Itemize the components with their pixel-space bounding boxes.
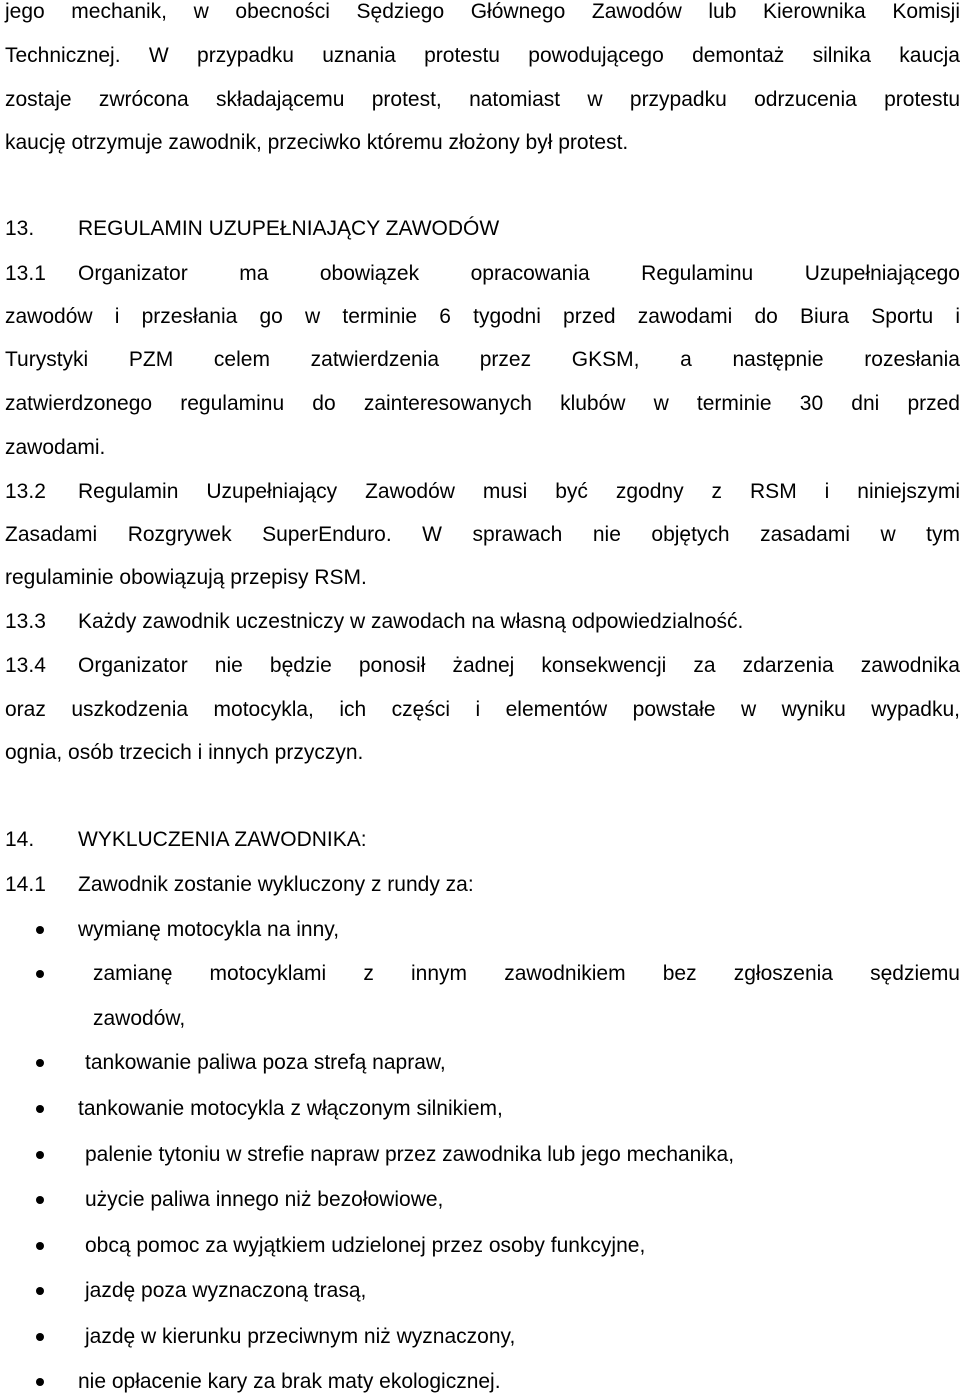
bullet-dot [36,1378,44,1386]
para-13-3-number: 13.3 [5,610,46,633]
bullet-dot [36,926,44,934]
bullet-dot [36,1105,44,1113]
para-13-1-line-5: zawodami. [5,436,106,459]
bullet-item-3: tankowanie paliwa poza strefą napraw, [85,1051,446,1074]
bullet-item-10: nie opłacenie kary za brak maty ekologicznej. [78,1370,501,1393]
intro-line-3: zostaje zwrócona składającemu protest, natomiast w przypadku odrzucenia protestu [5,88,960,111]
intro-line-1: jego mechanik, w obecności Sędziego Głównego Zawodów lub Kierownika Komisji [5,0,960,23]
bullet-item-8: jazdę poza wyznaczoną trasą, [85,1279,367,1302]
bullet-item-2: zamianę motocyklami z innym zawodnikiem bez zgłoszenia sędziemu [93,962,960,985]
bullet-item-9: jazdę w kierunku przeciwnym niż wyznaczony, [85,1325,516,1348]
para-13-1-line-1 [5,262,960,286]
para-13-2-number: 13.2 [5,480,46,503]
intro-line-2: Technicznej. W przypadku uznania protestu powodującego demontaż silnika kaucja [5,44,960,67]
para-13-4-line-1 [5,654,960,678]
section-13-title: REGULAMIN UZUPEŁNIAJĄCY ZAWODÓW [78,217,500,240]
para-14-1 [5,873,960,897]
intro-line-4: kaucję otrzymuje zawodnik, przeciwko któremu złożony był protest. [5,131,629,154]
bullet-dot [36,1059,44,1067]
bullet-dot [36,970,44,978]
para-13-1-text-1: Organizator ma obowiązek opracowania Regulaminu Uzupełniającego [78,262,960,285]
para-14-1-text: Zawodnik zostanie wykluczony z rundy za: [78,873,474,896]
bullet-dot [36,1242,44,1250]
section-14-heading [5,828,960,852]
para-13-1-number: 13.1 [5,262,46,285]
para-13-1-line-4: zatwierdzonego regulaminu do zainteresowanych klubów w terminie 30 dni przed [5,392,960,415]
para-13-3 [5,610,960,634]
para-13-3-text: Każdy zawodnik uczestniczy w zawodach na własną odpowiedzialność. [78,610,744,633]
para-13-4-line-3: ognia, osób trzecich i innych przyczyn. [5,741,364,764]
para-13-1-line-3: Turystyki PZM celem zatwierdzenia przez GKSM, a następnie rozesłania [5,348,960,371]
para-13-2-line-3: regulaminie obowiązują przepisy RSM. [5,566,367,589]
para-13-2-text-1: Regulamin Uzupełniający Zawodów musi być zgodny z RSM i niniejszymi [78,480,960,503]
bullet-item-4: tankowanie motocykla z włączonym silnikiem, [78,1097,503,1120]
bullet-item-7: obcą pomoc za wyjątkiem udzielonej przez osoby funkcyjne, [85,1234,646,1257]
section-13-number: 13. [5,217,35,240]
bullet-dot [36,1151,44,1159]
bullet-dot [36,1196,44,1204]
para-13-2-line-2: Zasadami Rozgrywek SuperEnduro. W sprawach nie objętych zasadami w tym [5,523,960,546]
bullet-dot [36,1287,44,1295]
bullet-dot [36,1333,44,1341]
para-13-2-line-1 [5,480,960,504]
para-13-4-number: 13.4 [5,654,46,677]
section-13-heading [5,217,960,241]
para-14-1-number: 14.1 [5,873,46,896]
section-14-number: 14. [5,828,35,851]
para-13-1-line-2: zawodów i przesłania go w terminie 6 tygodni przed zawodami do Biura Sportu i [5,305,960,328]
bullet-item-5: palenie tytoniu w strefie napraw przez zawodnika lub jego mechanika, [85,1143,735,1166]
section-14-title: WYKLUCZENIA ZAWODNIKA: [78,828,367,851]
para-13-4-line-2: oraz uszkodzenia motocykla, ich części i elementów powstałe w wyniku wypadku, [5,698,960,721]
bullet-item-1: wymianę motocykla na inny, [78,918,340,941]
bullet-item-2-continuation: zawodów, [93,1007,186,1030]
para-13-4-text-1: Organizator nie będzie ponosił żadnej konsekwencji za zdarzenia zawodnika [78,654,960,677]
bullet-item-6: użycie paliwa innego niż bezołowiowe, [85,1188,444,1211]
